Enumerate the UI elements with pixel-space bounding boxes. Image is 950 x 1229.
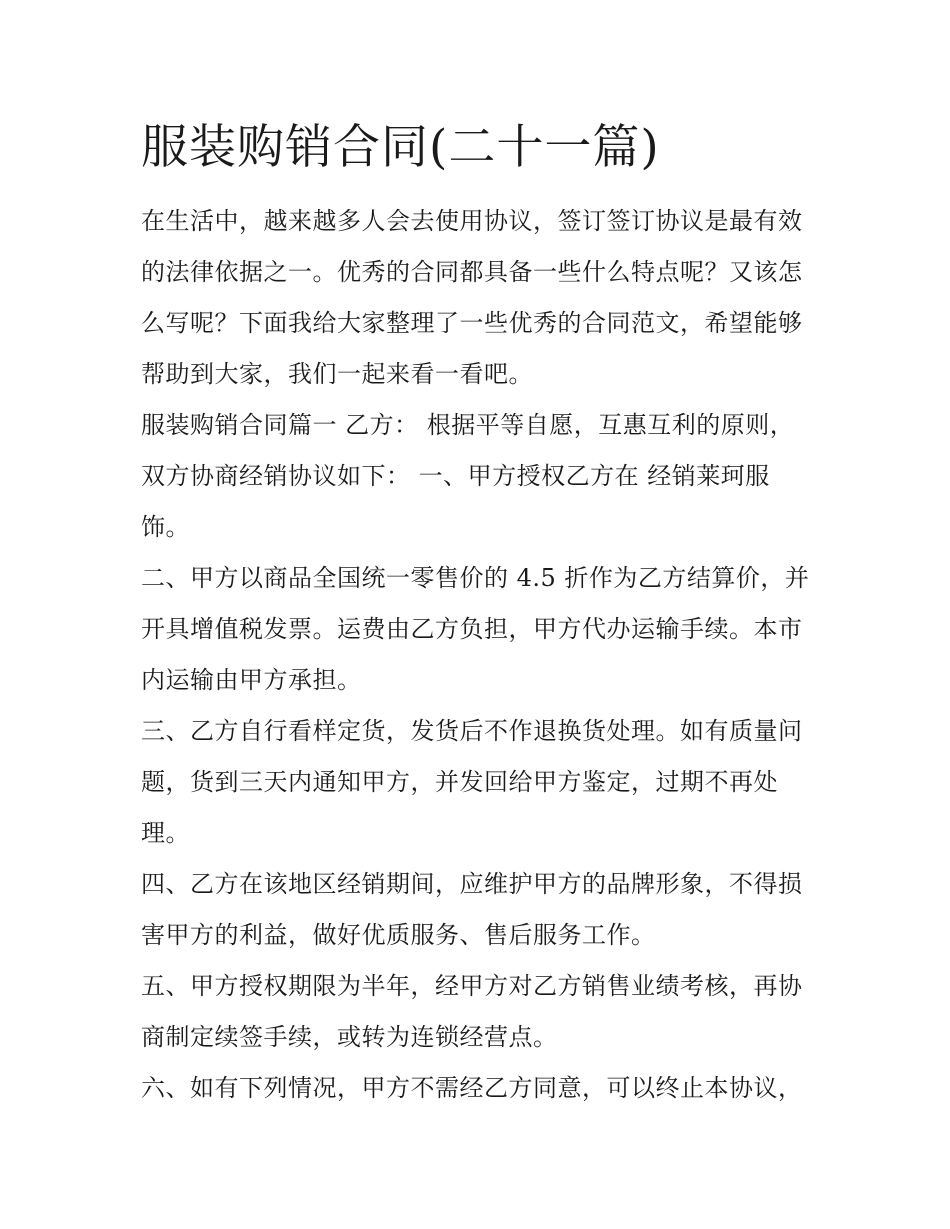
text-line: 内运输由甲方承担。 — [141, 666, 362, 694]
text-line: 在生活中，越来越多人会去使用协议，签订签订协议是最有效 — [141, 207, 803, 235]
text-line: 双方协商经销协议如下： 一、甲方授权乙方在 经销莱珂服 — [141, 462, 770, 490]
text-line: 的法律依据之一。优秀的合同都具备一些什么特点呢？又该怎 — [141, 258, 803, 286]
text-line: 题，货到三天内通知甲方，并发回给甲方鉴定，过期不再处 — [141, 768, 778, 796]
text-line: 商制定续签手续，或转为连锁经营点。 — [141, 1023, 558, 1051]
text-line: 四、乙方在该地区经销期间，应维护甲方的品牌形象，不得损 — [141, 870, 803, 898]
text-line: 么写呢？下面我给大家整理了一些优秀的合同范文，希望能够 — [141, 309, 803, 337]
document-page — [141, 112, 821, 1114]
document-body — [141, 196, 821, 1114]
text-line: 二、甲方以商品全国统一零售价的 4.5 折作为乙方结算价，并 — [141, 564, 810, 592]
text-line: 六、如有下列情况，甲方不需经乙方同意，可以终止本协议， — [141, 1074, 803, 1102]
text-line: 服装购销合同篇一 乙方： 根据平等自愿，互惠互利的原则， — [141, 411, 795, 439]
text-line: 帮助到大家，我们一起来看一看吧。 — [141, 360, 533, 388]
text-line: 饰。 — [141, 513, 190, 541]
text-line: 开具增值税发票。运费由乙方负担，甲方代办运输手续。本市 — [141, 615, 803, 643]
text-line: 三、乙方自行看样定货，发货后不作退换货处理。如有质量问 — [141, 717, 803, 745]
text-line: 理。 — [141, 819, 190, 847]
text-line: 害甲方的利益，做好优质服务、售后服务工作。 — [141, 921, 656, 949]
document-title: 服装购销合同(二十一篇) — [141, 120, 660, 175]
text-line: 五、甲方授权期限为半年，经甲方对乙方销售业绩考核，再协 — [141, 972, 803, 1000]
